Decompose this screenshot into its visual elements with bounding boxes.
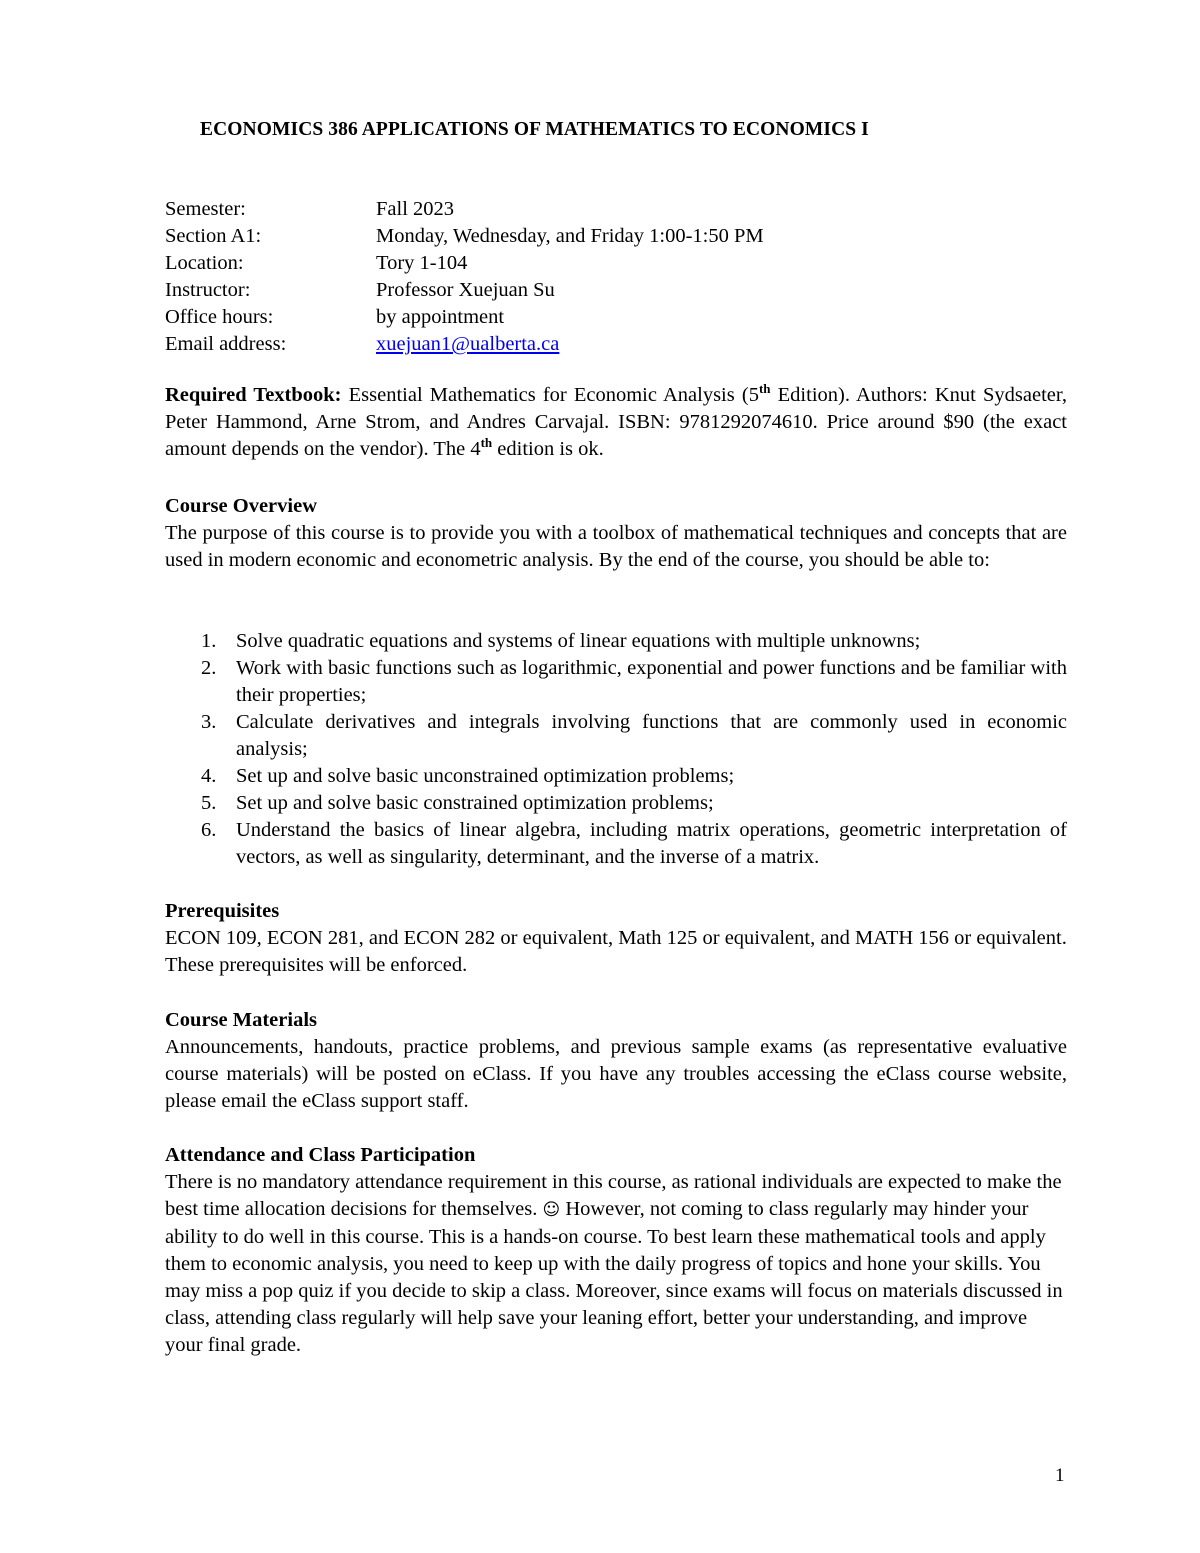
overview-section xyxy=(165,493,1067,574)
section-body: The purpose of this course is to provide you with a toolbox of mathematical techniques and concepts that are used in modern economic and econometric analysis. By the end of the course, you should be able to: xyxy=(165,522,1067,571)
info-row-section xyxy=(165,223,764,250)
info-label: Section A1: xyxy=(165,225,262,247)
page-number: 1 xyxy=(1055,1465,1065,1486)
info-value: Monday, Wednesday, and Friday 1:00-1:50 PM xyxy=(376,225,764,247)
list-number: 4. xyxy=(201,765,217,787)
superscript: th xyxy=(480,435,493,450)
objectives-list xyxy=(165,628,1067,871)
info-label: Location: xyxy=(165,252,244,274)
prerequisites-section xyxy=(165,898,1067,979)
info-value: Tory 1-104 xyxy=(376,252,468,274)
section-heading: Attendance and Class Participation xyxy=(165,1144,476,1166)
info-row-location xyxy=(165,250,764,277)
section-heading: Prerequisites xyxy=(165,900,280,922)
textbook-label: Required Textbook: xyxy=(165,384,342,406)
list-item xyxy=(165,790,1067,817)
list-item xyxy=(165,655,1067,709)
materials-section xyxy=(165,1007,1067,1115)
document-title: ECONOMICS 386 APPLICATIONS OF MATHEMATICS TO ECONOMICS I xyxy=(200,119,869,140)
info-row-instructor xyxy=(165,277,764,304)
smiley-icon: ☺ xyxy=(542,1200,561,1220)
course-info-table xyxy=(165,196,764,358)
info-label: Office hours: xyxy=(165,306,274,328)
info-row-semester xyxy=(165,196,764,223)
textbook-text: Essential Mathematics for Economic Analysis (5 xyxy=(341,384,759,406)
section-body: ECON 109, ECON 281, and ECON 282 or equivalent, Math 125 or equivalent, and MATH 156 or equivalent. These prerequisites will be enforced. xyxy=(165,927,1067,976)
list-text: Set up and solve basic constrained optimization problems; xyxy=(236,792,714,814)
list-number: 6. xyxy=(201,819,217,841)
section-heading: Course Overview xyxy=(165,495,317,517)
textbook-text: Edition). Authors: Knut Sydsaeter, Peter Hammond, Arne Strom, and Andres Carvajal. ISBN: 9781292074610. Price around $90 (the exact amount depends on the vendor). The 4 xyxy=(165,384,1068,460)
info-label: Semester: xyxy=(165,198,246,220)
info-value: Professor Xuejuan Su xyxy=(376,279,555,301)
info-value: Fall 2023 xyxy=(376,198,455,220)
list-number: 2. xyxy=(201,657,217,679)
section-body xyxy=(165,1169,1063,1359)
info-value-email xyxy=(376,331,559,358)
section-heading: Course Materials xyxy=(165,1009,317,1031)
list-item xyxy=(165,763,1067,790)
info-row-email xyxy=(165,331,764,358)
info-label: Instructor: xyxy=(165,279,251,301)
section-body: Announcements, handouts, practice problems, and previous sample exams (as representative evaluative course materials) will be posted on eClass. If you have any troubles accessing the eClass course website, please email the eClass support staff. xyxy=(165,1036,1067,1112)
list-number: 5. xyxy=(201,792,217,814)
list-item xyxy=(165,628,1067,655)
list-number: 1. xyxy=(201,630,217,652)
attendance-text: There is no mandatory attendance requirement in this course, as rational individuals are expected to make the best time allocation decisions for themselves. xyxy=(165,1171,1062,1220)
list-text: Set up and solve basic unconstrained optimization problems; xyxy=(236,765,735,787)
list-text: Solve quadratic equations and systems of linear equations with multiple unknowns; xyxy=(236,630,921,652)
list-text: Work with basic functions such as logarithmic, exponential and power functions and be familiar with their properties; xyxy=(236,657,1067,706)
info-value: by appointment xyxy=(376,306,505,328)
email-link[interactable]: xuejuan1@ualberta.ca xyxy=(376,333,560,355)
info-label: Email address: xyxy=(165,333,287,355)
textbook-text: edition is ok. xyxy=(492,438,604,460)
list-item xyxy=(165,817,1067,871)
list-text: Understand the basics of linear algebra, including matrix operations, geometric interpretation of vectors, as well as singularity, determinant, and the inverse of a matrix. xyxy=(236,819,1067,868)
info-row-office-hours xyxy=(165,304,764,331)
superscript: th xyxy=(758,381,771,396)
attendance-section xyxy=(165,1142,1063,1359)
textbook-paragraph xyxy=(165,382,1067,463)
list-text: Calculate derivatives and integrals involving functions that are commonly used in economic analysis; xyxy=(236,711,1067,760)
list-item xyxy=(165,709,1067,763)
list-number: 3. xyxy=(201,711,217,733)
attendance-text: However, not coming to class regularly may hinder your ability to do well in this course. This is a hands-on course. To best learn these mathematical tools and apply them to economic analysis, you need to keep up with the daily progress of topics and hone your skills. You may miss a pop quiz if you decide to skip a class. Moreover, since exams will focus on materials discussed in class, attending class regularly will help save your leaning effort, better your understanding, and improve your final grade. xyxy=(165,1198,1063,1356)
